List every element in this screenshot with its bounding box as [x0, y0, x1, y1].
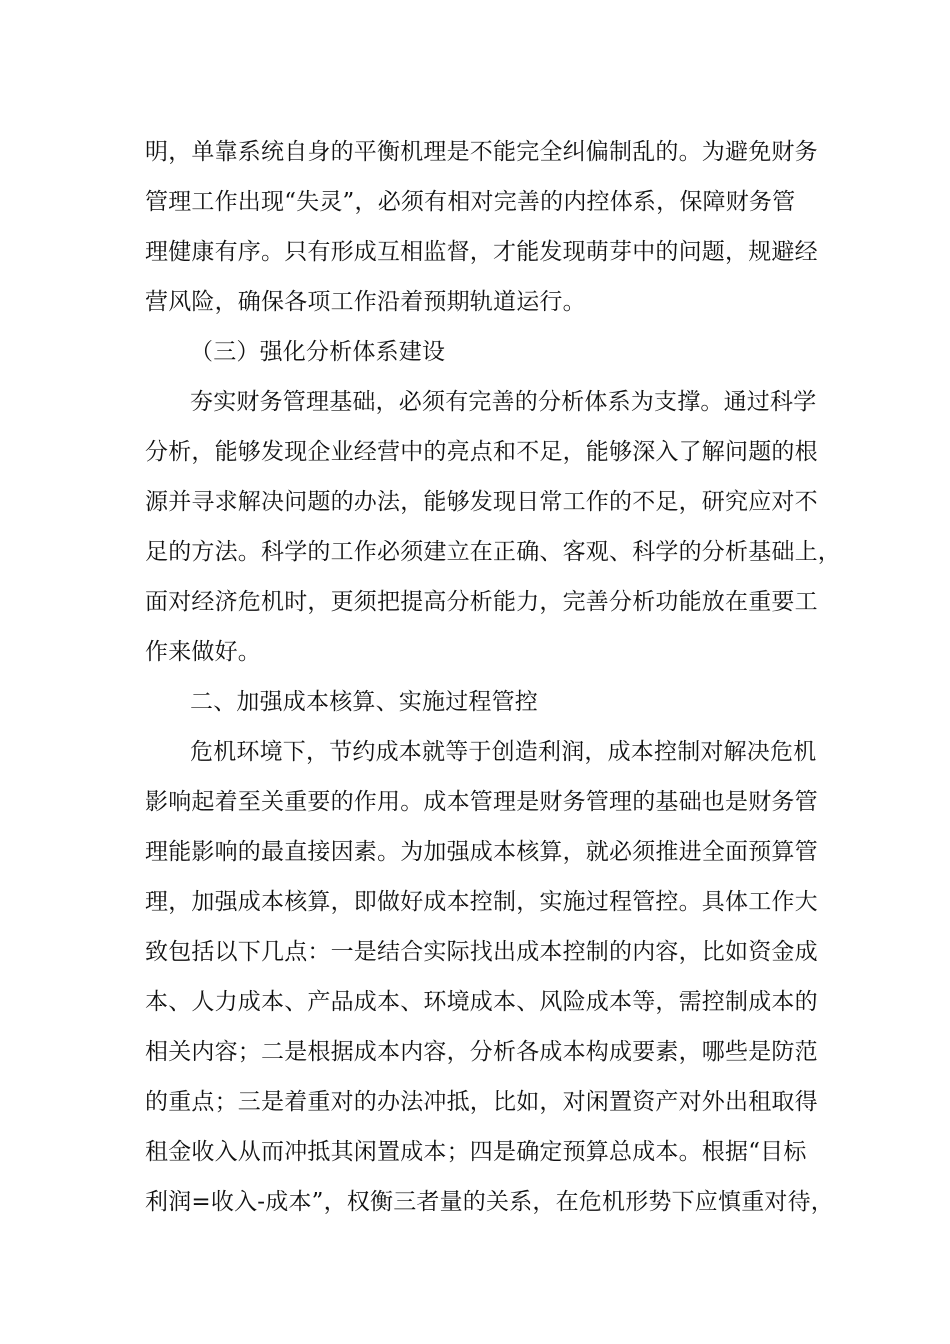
- text-line: 源并寻求解决问题的办法，能够发现日常工作的不足，研究应对不: [145, 489, 818, 515]
- text-line: 理健康有序。只有形成互相监督，才能发现萌芽中的问题，规避经: [145, 239, 818, 265]
- text-line: 管理工作出现“失灵”，必须有相对完善的内控体系，保障财务管: [145, 189, 796, 215]
- text-line: 明，单靠系统自身的平衡机理是不能完全纠偏制乱的。为避免财务: [145, 139, 818, 165]
- text-line: 相关内容；二是根据成本内容，分析各成本构成要素，哪些是防范: [145, 1039, 818, 1065]
- text-line: 危机环境下，节约成本就等于创造利润，成本控制对解决危机: [190, 739, 817, 765]
- text-line: 本、人力成本、产品成本、环境成本、风险成本等，需控制成本的: [145, 989, 818, 1015]
- text-line: 作来做好。: [145, 639, 261, 665]
- text-line: 租金收入从而冲抵其闲置成本；四是确定预算总成本。根据“目标: [145, 1139, 807, 1165]
- section-heading: 二、加强成本核算、实施过程管控: [190, 689, 538, 715]
- text-line: 的重点；三是着重对的办法冲抵，比如，对闲置资产对外出租取得: [145, 1089, 818, 1115]
- text-line: 营风险，确保各项工作沿着预期轨道运行。: [145, 289, 586, 315]
- text-line: 面对经济危机时，更须把提高分析能力，完善分析功能放在重要工: [145, 589, 818, 615]
- text-line: 理能影响的最直接因素。为加强成本核算，就必须推进全面预算管: [145, 839, 818, 865]
- text-line: 利润=收入-成本”，权衡三者量的关系，在危机形势下应慎重对待，: [145, 1189, 835, 1215]
- text-line: 分析，能够发现企业经营中的亮点和不足，能够深入了解问题的根: [145, 439, 818, 465]
- text-line: 影响起着至关重要的作用。成本管理是财务管理的基础也是财务管: [145, 789, 818, 815]
- section-heading: （三）强化分析体系建设: [190, 339, 446, 365]
- text-line: 夯实财务管理基础，必须有完善的分析体系为支撑。通过科学: [190, 389, 817, 415]
- text-line: 致包括以下几点：一是结合实际找出成本控制的内容，比如资金成: [145, 939, 818, 965]
- text-line: 理，加强成本核算，即做好成本控制，实施过程管控。具体工作大: [145, 889, 818, 915]
- text-line: 足的方法。科学的工作必须建立在正确、客观、科学的分析基础上，: [145, 539, 841, 565]
